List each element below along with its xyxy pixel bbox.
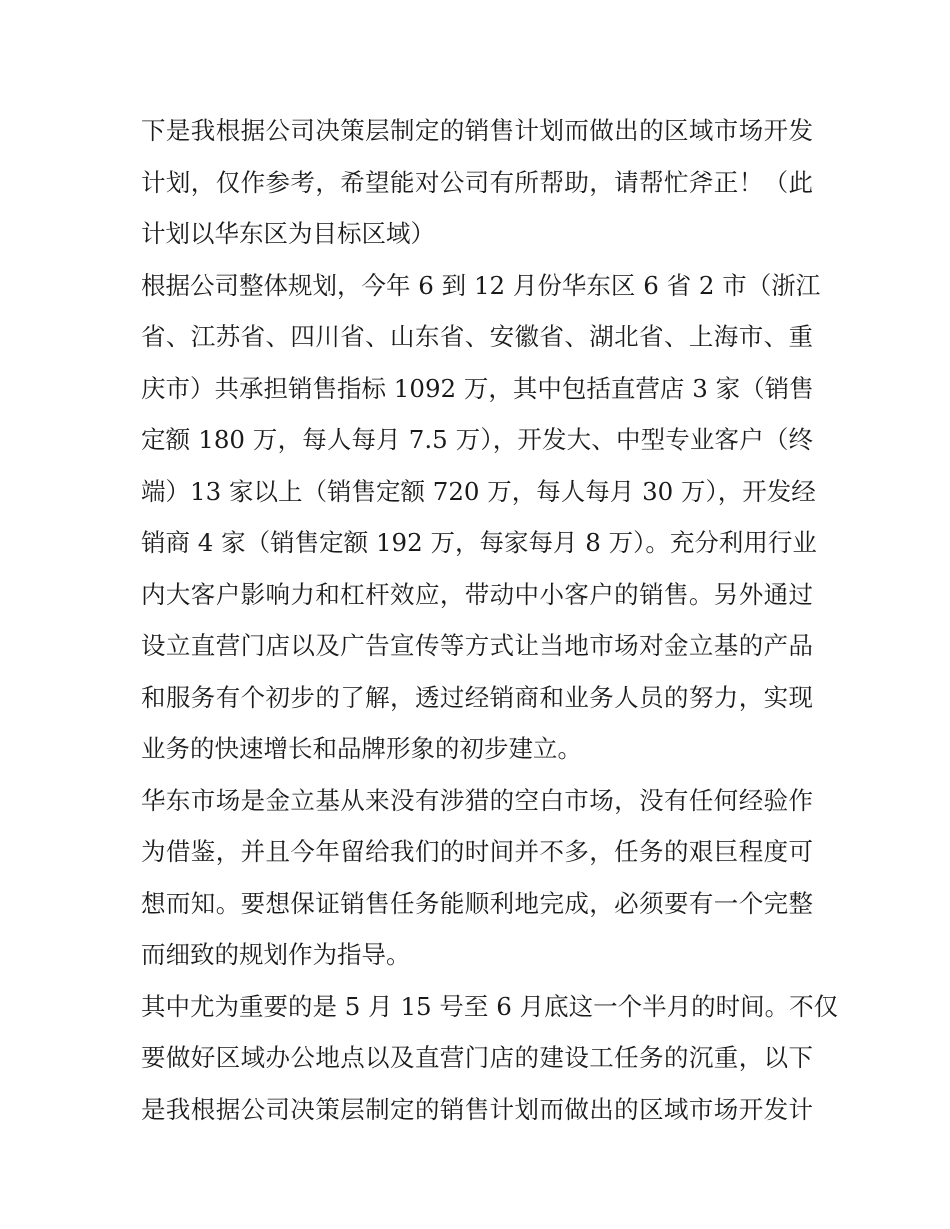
text-line-20: 是我根据公司决策层制定的销售计划而做出的区域市场开发计 [141,1094,813,1124]
text-line-14: 华东市场是金立基从来没有涉猎的空白市场，没有任何经验作 [141,785,813,815]
text-line-10: 内大客户影响力和杠杆效应，带动中小客户的销售。另外通过 [141,579,813,609]
text-line-9: 销商 4 家（销售定额 192 万，每家每月 8 万）。充分利用行业 [141,528,817,557]
text-line-3: 计划以华东区为目标区域） [141,219,435,248]
text-line-8: 端）13 家以上（销售定额 720 万，每人每月 30 万），开发经 [141,476,816,506]
text-line-15: 为借鉴，并且今年留给我们的时间并不多，任务的艰巨程度可 [141,837,813,866]
text-line-19: 要做好区域办公地点以及直营门店的建设工任务的沉重，以下 [141,1043,813,1072]
text-line-4: 根据公司整体规划，今年 6 到 12 月份华东区 6 省 2 市（浙江 [141,270,821,300]
text-line-11: 设立直营门店以及广告宣传等方式让当地市场对金立基的产品 [141,631,813,660]
text-line-12: 和服务有个初步的了解，透过经销商和业务人员的努力，实现 [141,682,813,712]
text-line-13: 业务的快速增长和品牌形象的初步建立。 [141,734,582,763]
document-body [141,105,839,1135]
text-line-1: 下是我根据公司决策层制定的销售计划而做出的区域市场开发 [141,116,813,145]
text-line-16: 想而知。要想保证销售任务能顺利地完成，必须要有一个完整 [141,888,813,918]
text-line-6: 庆市）共承担销售指标 1092 万，其中包括直营店 3 家（销售 [141,373,814,403]
text-line-18: 其中尤为重要的是 5 月 15 号至 6 月底这一个半月的时间。不仅 [141,991,839,1021]
text-line-2: 计划，仅作参考，希望能对公司有所帮助，请帮忙斧正！（此 [141,167,813,197]
text-line-5: 省、江苏省、四川省、山东省、安徽省、湖北省、上海市、重 [141,322,813,351]
text-line-17: 而细致的规划作为指导。 [141,940,411,969]
text-line-7: 定额 180 万，每人每月 7.5 万），开发大、中型专业客户（终 [141,425,813,454]
